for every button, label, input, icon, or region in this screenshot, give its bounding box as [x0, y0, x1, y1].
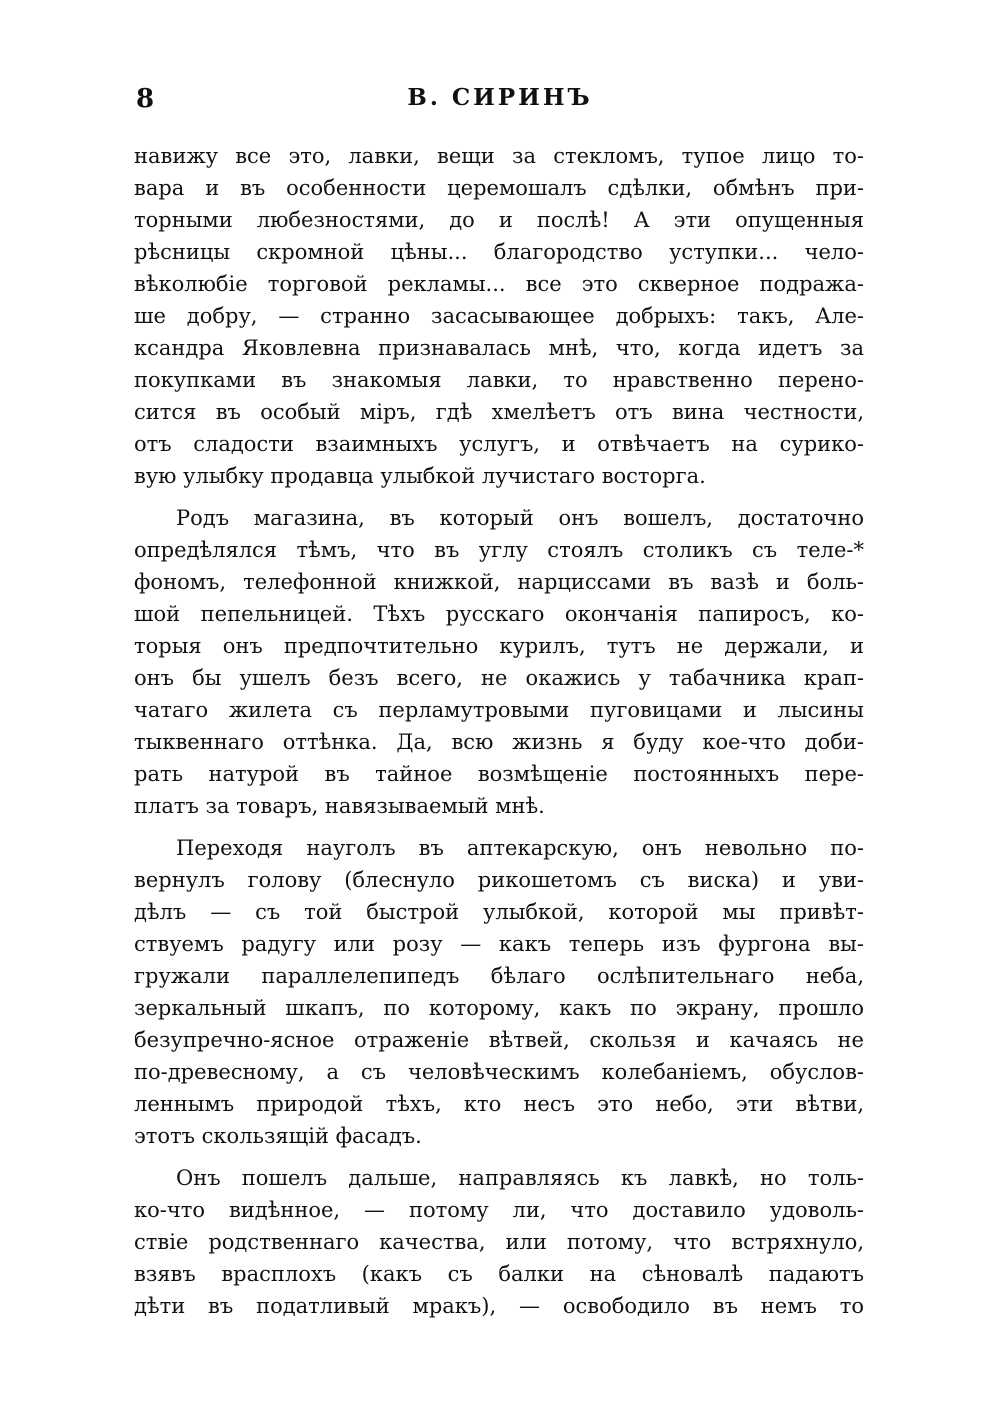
text-line: чатаго жилета съ перламутровыми пуговицами и лысины: [134, 698, 864, 722]
text-line: Переходя науголъ въ аптекарскую, онъ невольно по-: [176, 836, 864, 860]
text-line: вую улыбку продавца улыбкой лучистаго восторга.: [134, 464, 706, 488]
text-line: зеркальный шкапъ, по которому, какъ по экрану, прошло: [134, 996, 864, 1020]
text-line: сится въ особый міръ, гдѣ хмелѣетъ отъ вина честности,: [134, 400, 864, 424]
text-line: навижу все это, лавки, вещи за стекломъ, тупое лицо то-: [134, 144, 864, 168]
paragraph-2: [134, 502, 864, 822]
text-line: платъ за товаръ, навязываемый мнѣ.: [134, 794, 545, 818]
text-line: ствуемъ радугу или розу — какъ теперь изъ фургона вы-: [134, 932, 864, 956]
text-line: торыя онъ предпочтительно курилъ, тутъ не держали, и: [134, 634, 864, 658]
text-line: шой пепельницей. Тѣхъ русскаго окончанія папиросъ, ко-: [134, 602, 864, 626]
text-line: отъ сладости взаимныхъ услугъ, и отвѣчаетъ на сурико-: [134, 432, 864, 456]
page-number: 8: [136, 84, 155, 114]
paragraph-4: [134, 1162, 864, 1322]
text-line: гружали параллелепипедъ бѣлаго ослѣпительнаго неба,: [134, 964, 864, 988]
text-line: рать натурой въ тайное возмѣщеніе постоянныхъ пере-: [134, 762, 864, 786]
text-line: леннымъ природой тѣхъ, кто несъ это небо, эти вѣтви,: [134, 1092, 864, 1116]
text-line: дѣлъ — съ той быстрой улыбкой, которой мы привѣт-: [134, 900, 864, 924]
text-line: покупками въ знакомыя лавки, то нравственно перено-: [134, 368, 864, 392]
body-text: [134, 140, 864, 1332]
running-title: В. СИРИНЪ: [407, 84, 593, 111]
text-line: ше добру, — странно засасывающее добрыхъ: такъ, Але-: [134, 304, 864, 328]
text-line: безупречно-ясное отраженіе вѣтвей, скользя и качаясь не: [134, 1028, 864, 1052]
text-line: Онъ пошелъ дальше, направляясь къ лавкѣ, но толь-: [176, 1166, 864, 1190]
text-line: онъ бы ушелъ безъ всего, не окажись у табачника крап-: [134, 666, 864, 690]
text-line: этотъ скользящій фасадъ.: [134, 1124, 422, 1148]
text-line: торными любезностями, до и послѣ! А эти опущенныя: [134, 208, 864, 232]
text-line: взявъ врасплохъ (какъ съ балки на сѣновалѣ падаютъ: [134, 1262, 864, 1286]
text-line: ствіе родственнаго качества, или потому, что встряхнуло,: [134, 1230, 864, 1254]
text-line: фономъ, телефонной книжкой, нарциссами въ вазѣ и боль-: [134, 570, 864, 594]
text-line: вѣколюбіе торговой рекламы... все это скверное подража-: [134, 272, 864, 296]
text-line: Родъ магазина, въ который онъ вошелъ, достаточно: [176, 506, 864, 530]
paragraph-3: [134, 832, 864, 1152]
text-line: рѣсницы скромной цѣны... благородство уступки... чело-: [134, 240, 864, 264]
text-line: дѣти въ податливый мракъ), — освободило въ немъ то: [134, 1294, 864, 1318]
text-line: по-древесному, а съ человѣческимъ колебаніемъ, обуслов-: [134, 1060, 864, 1084]
text-line: ксандра Яковлевна признавалась мнѣ, что, когда идетъ за: [134, 336, 864, 360]
text-line: ко-что видѣнное, — потому ли, что доставило удоволь-: [134, 1198, 864, 1222]
text-line: опредѣлялся тѣмъ, что въ углу стоялъ столикъ съ теле-*: [134, 538, 864, 562]
text-line: вернулъ голову (блеснуло рикошетомъ съ виска) и уви-: [134, 868, 864, 892]
paragraph-1: [134, 140, 864, 492]
text-line: вара и въ особенности церемошалъ сдѣлки, обмѣнъ при-: [134, 176, 864, 200]
text-line: тыквеннаго оттѣнка. Да, всю жизнь я буду кое-что доби-: [134, 730, 864, 754]
